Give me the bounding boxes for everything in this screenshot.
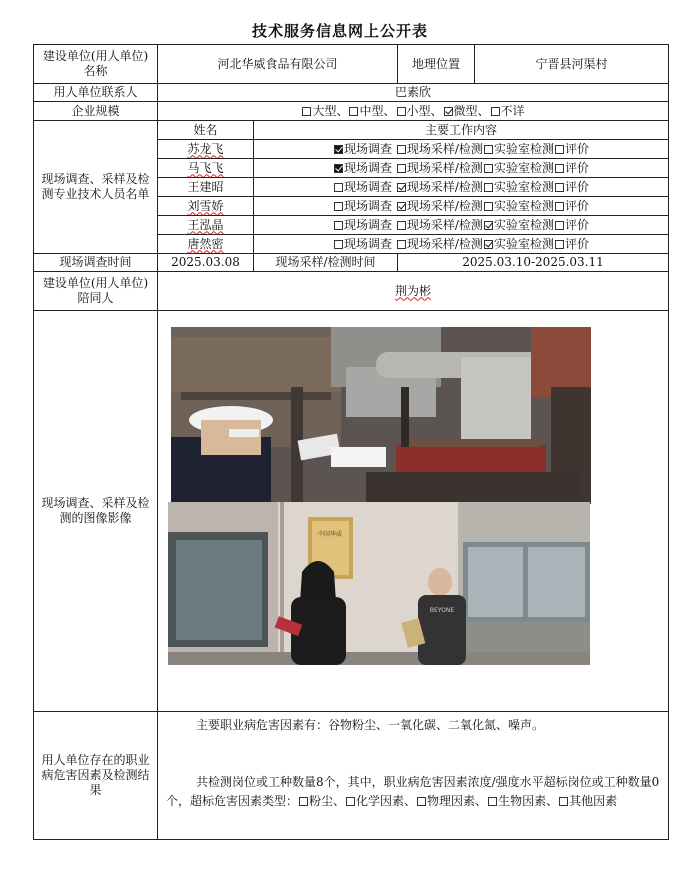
- task-option: [554, 199, 589, 213]
- task-checkbox[interactable]: [555, 183, 564, 192]
- scale-checkbox[interactable]: [349, 107, 358, 116]
- task-label: 现场采样/检测: [406, 160, 483, 175]
- staff-tasks: [254, 178, 669, 197]
- scale-option-label: 微型、: [453, 103, 490, 118]
- task-label: 现场调查: [344, 141, 393, 156]
- task-option: [333, 237, 392, 251]
- task-option: [483, 161, 554, 175]
- task-option: [483, 180, 554, 194]
- hazard-type-checkbox[interactable]: [488, 797, 497, 806]
- staff-tasks: [254, 140, 669, 159]
- page-title: 技术服务信息网上公开表: [251, 22, 428, 40]
- hazards-detail-text: 共检测岗位或工种数量8个，其中，职业病危害因素浓度/强度水平超标岗位或工种数量0个，超标危害因素类型：: [166, 775, 660, 808]
- task-option: [333, 161, 392, 175]
- site-survey-photo-graphic: [171, 327, 591, 504]
- task-option: [396, 199, 483, 213]
- task-checkbox[interactable]: [397, 183, 406, 192]
- task-checkbox[interactable]: [397, 164, 406, 173]
- task-option: [483, 142, 554, 156]
- task-label: 现场采样/检测: [406, 179, 483, 194]
- task-label: 现场采样/检测: [406, 141, 483, 156]
- task-checkbox[interactable]: [484, 183, 493, 192]
- task-option: [333, 142, 392, 156]
- construction-unit-label: 建设单位(用人单位)名称: [34, 45, 158, 84]
- task-label: 评价: [564, 198, 589, 213]
- task-checkbox[interactable]: [397, 240, 406, 249]
- staff-tasks: [254, 216, 669, 235]
- task-label: 实验室检测: [493, 179, 554, 194]
- staff-tasks: [254, 235, 669, 254]
- info-table: [33, 44, 669, 840]
- task-checkbox[interactable]: [555, 202, 564, 211]
- task-label: 现场采样/检测: [406, 198, 483, 213]
- images-label: 现场调查、采样及检测的图像影像: [34, 311, 158, 712]
- escort-photo: [168, 502, 590, 665]
- staff-name: 王建昭: [158, 178, 254, 197]
- hazard-type-label: 物理因素、: [427, 794, 488, 808]
- scale-checkbox[interactable]: [491, 107, 500, 116]
- task-label: 评价: [564, 160, 589, 175]
- escort-label: 建设单位(用人单位)陪同人: [34, 272, 158, 311]
- survey-time-label: 现场调查时间: [34, 254, 158, 272]
- scale-label: 企业规模: [34, 102, 158, 121]
- task-checkbox[interactable]: [555, 221, 564, 230]
- task-label: 评价: [564, 179, 589, 194]
- contact-value: 巴素欣: [158, 84, 669, 102]
- task-checkbox[interactable]: [397, 221, 406, 230]
- hazard-type-checkbox[interactable]: [559, 797, 568, 806]
- task-option: [396, 237, 483, 251]
- task-checkbox[interactable]: [484, 221, 493, 230]
- task-checkbox[interactable]: [334, 221, 343, 230]
- staff-name: 刘雪娇: [158, 197, 254, 216]
- task-checkbox[interactable]: [397, 145, 406, 154]
- hazards-detail: [166, 773, 660, 811]
- task-checkbox[interactable]: [484, 145, 493, 154]
- hazard-type-label: 粉尘、: [309, 794, 346, 808]
- scale-option-label: 中型、: [359, 103, 396, 118]
- task-option: [396, 142, 483, 156]
- escort-value: 荆为彬: [158, 272, 669, 311]
- hazard-type-checkbox[interactable]: [417, 797, 426, 806]
- hazards-content: [158, 712, 669, 840]
- task-option: [333, 218, 392, 232]
- hazard-type-label: 其他因素: [569, 794, 618, 808]
- hazard-type-label: 化学因素、: [356, 794, 417, 808]
- task-option: [483, 199, 554, 213]
- task-option: [554, 218, 589, 232]
- site-survey-photo: [171, 327, 591, 504]
- task-checkbox[interactable]: [484, 240, 493, 249]
- task-checkbox[interactable]: [555, 164, 564, 173]
- escort-photo-graphic: [168, 502, 590, 665]
- task-checkbox[interactable]: [334, 240, 343, 249]
- sign-text: 中国华威: [317, 531, 343, 538]
- task-label: 实验室检测: [493, 198, 554, 213]
- task-label: 现场调查: [344, 160, 393, 175]
- task-label: 评价: [564, 236, 589, 251]
- construction-unit-value: 河北华威食品有限公司: [158, 45, 398, 84]
- staff-name: 王泓晶: [158, 216, 254, 235]
- task-checkbox[interactable]: [555, 145, 564, 154]
- task-checkbox[interactable]: [334, 202, 343, 211]
- sampling-time-label: 现场采样/检测时间: [254, 254, 398, 272]
- scale-option-label: 不详: [500, 103, 525, 118]
- scale-checkbox[interactable]: [302, 107, 311, 116]
- task-option: [554, 161, 589, 175]
- hazards-main: 主要职业病危害因素有：谷物粉尘、一氧化碳、二氧化氮、噪声。: [196, 718, 545, 732]
- photo-area: [158, 311, 669, 712]
- survey-time-value: 2025.03.08: [158, 254, 254, 272]
- task-option: [333, 199, 392, 213]
- task-checkbox[interactable]: [334, 164, 343, 173]
- task-label: 实验室检测: [493, 236, 554, 251]
- scale-options: [158, 102, 669, 121]
- contact-label: 用人单位联系人: [34, 84, 158, 102]
- task-label: 现场采样/检测: [406, 217, 483, 232]
- task-option: [396, 161, 483, 175]
- task-checkbox[interactable]: [484, 164, 493, 173]
- task-label: 实验室检测: [493, 160, 554, 175]
- task-label: 现场调查: [344, 179, 393, 194]
- staff-name: 唐然密: [158, 235, 254, 254]
- scale-option-label: 小型、: [406, 103, 443, 118]
- task-label: 现场调查: [344, 198, 393, 213]
- svg-text:BEYONE: BEYONE: [429, 607, 455, 614]
- task-label: 现场调查: [344, 236, 393, 251]
- staff-tasks: [254, 197, 669, 216]
- scale-checkbox[interactable]: [397, 107, 406, 116]
- name-header: 姓名: [158, 121, 254, 140]
- task-option: [396, 180, 483, 194]
- task-option: [483, 218, 554, 232]
- hazards-label: 用人单位存在的职业病危害因素及检测结果: [34, 712, 158, 840]
- task-label: 评价: [564, 141, 589, 156]
- staff-name: 马飞飞: [158, 159, 254, 178]
- location-value: 宁晋县河渠村: [475, 45, 669, 84]
- hazard-type-checkbox[interactable]: [346, 797, 355, 806]
- task-checkbox[interactable]: [555, 240, 564, 249]
- work-header: 主要工作内容: [254, 121, 669, 140]
- task-option: [483, 237, 554, 251]
- task-label: 实验室检测: [493, 217, 554, 232]
- task-option: [554, 142, 589, 156]
- task-checkbox[interactable]: [334, 183, 343, 192]
- scale-option-label: 大型、: [312, 103, 349, 118]
- scale-checkbox[interactable]: [444, 107, 453, 116]
- task-checkbox[interactable]: [334, 145, 343, 154]
- staff-tasks: [254, 159, 669, 178]
- task-label: 现场调查: [344, 217, 393, 232]
- task-checkbox[interactable]: [397, 202, 406, 211]
- location-label: 地理位置: [398, 45, 475, 84]
- staff-label: 现场调查、采样及检测专业技术人员名单: [34, 121, 158, 254]
- sampling-time-value: 2025.03.10-2025.03.11: [398, 254, 669, 272]
- task-option: [333, 180, 392, 194]
- task-option: [554, 180, 589, 194]
- hazard-type-checkbox[interactable]: [299, 797, 308, 806]
- task-checkbox[interactable]: [484, 202, 493, 211]
- task-label: 现场采样/检测: [406, 236, 483, 251]
- staff-name: 苏龙飞: [158, 140, 254, 159]
- task-label: 实验室检测: [493, 141, 554, 156]
- hazard-type-label: 生物因素、: [498, 794, 559, 808]
- task-option: [396, 218, 483, 232]
- task-label: 评价: [564, 217, 589, 232]
- task-option: [554, 237, 589, 251]
